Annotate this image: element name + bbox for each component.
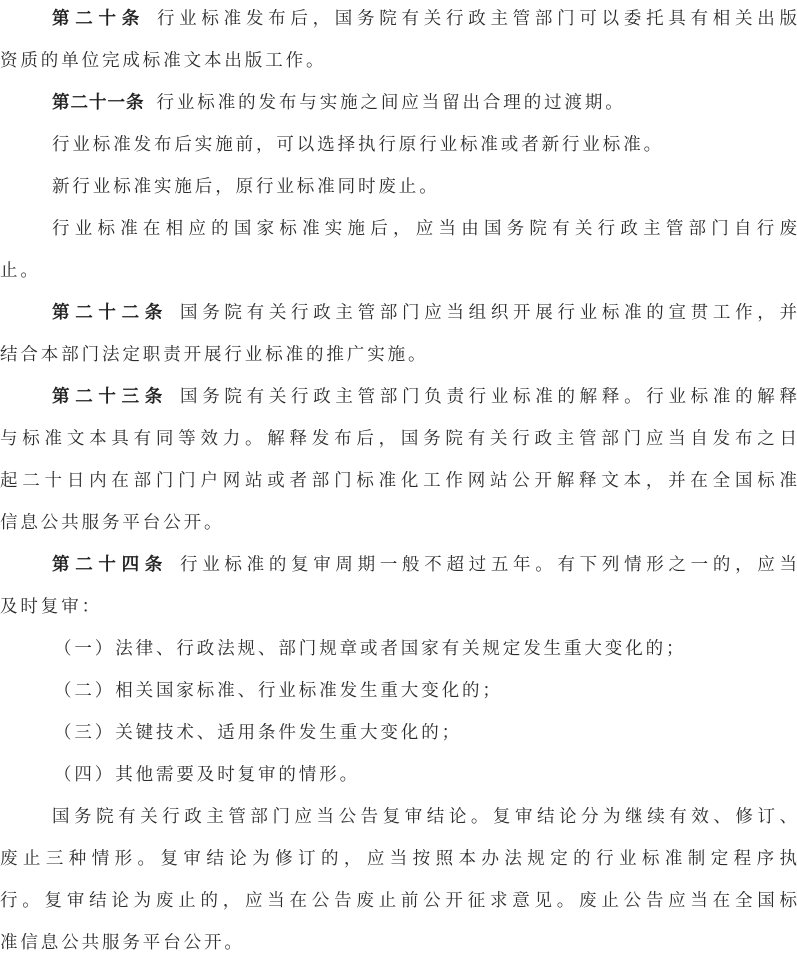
- article-24-item-1: （一）法律、行政法规、部门规章或者国家有关规定发生重大变化的；: [54, 639, 687, 659]
- article-21-line-1: [0, 88, 797, 118]
- article-22-heading: 第二十二条: [52, 303, 169, 323]
- article-24-item-4: （四）其他需要及时复审的情形。: [54, 765, 360, 785]
- article-24-paragraph-line-2: 废止三种情形。复审结论为修订的，应当按照本办法规定的行业标准制定程序执: [0, 849, 797, 869]
- article-21-paragraph-3: 新行业标准实施后，原行业标准同时废止。: [52, 177, 440, 197]
- article-23-line-1: [0, 382, 797, 412]
- article-21-heading: 第二十一条: [52, 93, 145, 113]
- article-23-line-4: 信息公共服务平台公开。: [0, 513, 225, 533]
- article-22-line-2: 结合本部门法定职责开展行业标准的推广实施。: [0, 345, 429, 365]
- article-24-line-1: [0, 550, 797, 580]
- article-24-paragraph-line-3: 行。复审结论为废止的，应当在公告废止前公开征求意见。废止公告应当在全国标: [0, 891, 797, 911]
- article-24-item-2: （二）相关国家标准、行业标准发生重大变化的；: [54, 681, 503, 701]
- article-24-paragraph-line-1: 国务院有关行政主管部门应当公告复审结论。复审结论分为继续有效、修订、: [52, 807, 797, 827]
- article-24-item-3: （三）关键技术、适用条件发生重大变化的；: [54, 723, 462, 743]
- article-21-paragraph-4-line-2: 止。: [0, 261, 41, 281]
- article-23-heading: 第二十三条: [52, 387, 169, 407]
- article-20-heading: 第二十条: [52, 9, 145, 29]
- article-21-paragraph-2: 行业标准发布后实施前，可以选择执行原行业标准或者新行业标准。: [52, 135, 664, 155]
- article-24-paragraph-line-4: 准信息公共服务平台公开。: [0, 933, 245, 953]
- article-23-text-1: 国务院有关行政主管部门负责行业标准的解释。行业标准的解释: [180, 387, 797, 407]
- article-24-heading: 第二十四条: [52, 555, 169, 575]
- article-21-text-1: 行业标准的发布与实施之间应当留出合理的过渡期。: [156, 93, 626, 113]
- article-23-line-3: 起二十日内在部门门户网站或者部门标准化工作网站公开解释文本，并在全国标准: [0, 471, 797, 491]
- article-22-text-1: 国务院有关行政主管部门应当组织开展行业标准的宣贯工作，并: [180, 303, 797, 323]
- article-22-line-1: [0, 298, 797, 328]
- article-24-line-2: 及时复审：: [0, 597, 102, 617]
- article-20-line-2: 资质的单位完成标准文本出版工作。: [0, 51, 327, 71]
- article-21-paragraph-4-line-1: 行业标准在相应的国家标准实施后，应当由国务院有关行政主管部门自行废: [52, 219, 797, 239]
- article-23-line-2: 与标准文本具有同等效力。解释发布后，国务院有关行政主管部门应当自发布之日: [0, 429, 797, 449]
- article-24-text-1: 行业标准的复审周期一般不超过五年。有下列情形之一的，应当: [180, 555, 797, 575]
- article-20-text-1: 行业标准发布后，国务院有关行政主管部门可以委托具有相关出版: [156, 9, 797, 29]
- article-20-line-1: [0, 4, 797, 34]
